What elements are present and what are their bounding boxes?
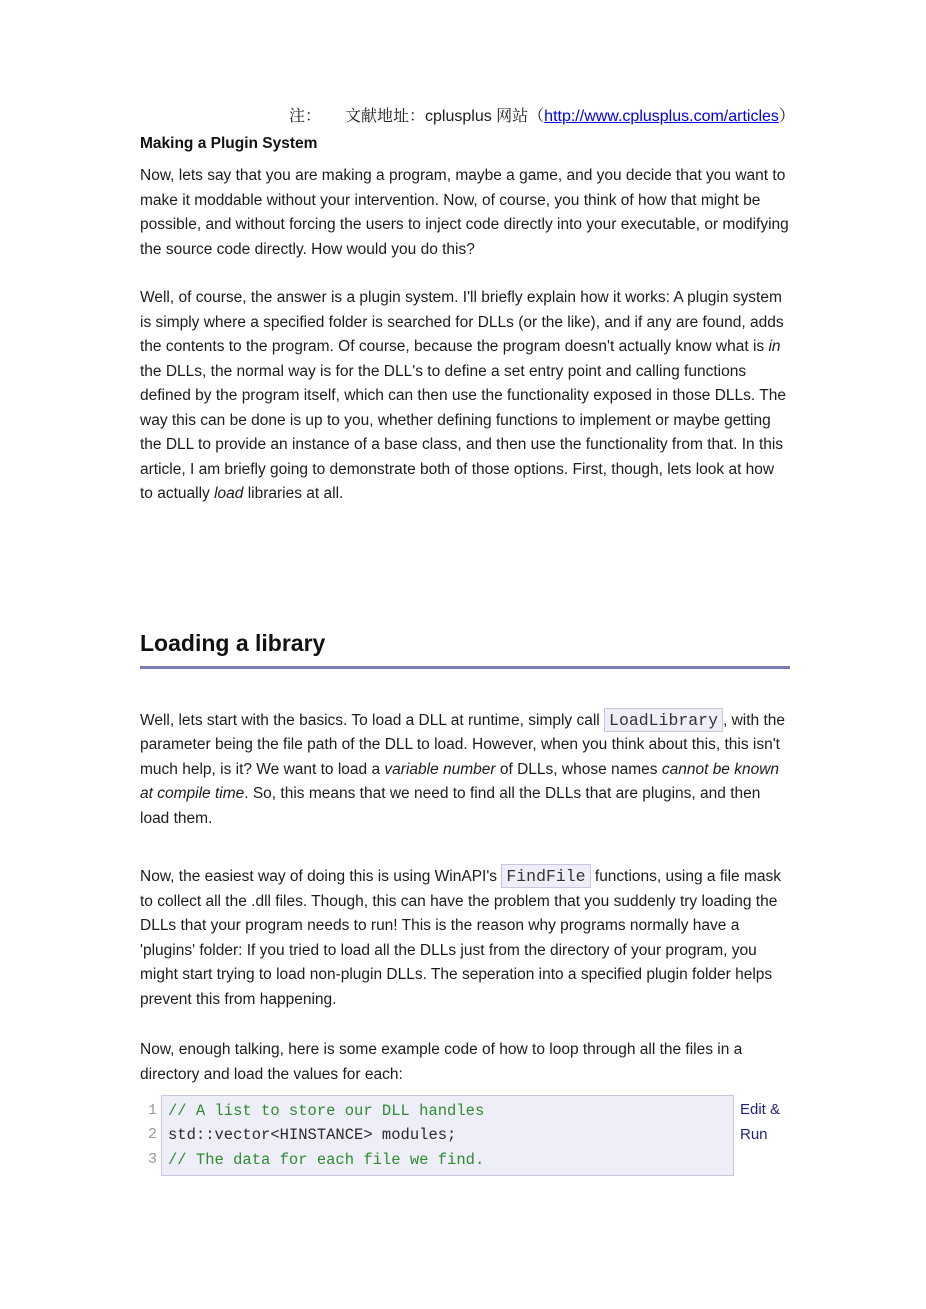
text-segment: the DLLs, the normal way is for the DLL's to define a set entry point and calling functions defined by the program itself, which can then use the functionality exposed in those DLLs. The way this can be done is up to you, whether defining functions to implement or maybe getting the DLL to provide an instance of a base class, and then use the functionality from that. In this article, I am briefly going to demonstrate both of those options. First, though, lets look at how to actually	[140, 362, 786, 502]
code-line: std::vector<HINSTANCE> modules;	[168, 1126, 457, 1145]
text-segment: Now, enough talking, here is some example code of how to loop through all the files in a directory and load the values for each:	[140, 1041, 743, 1083]
code-line: // The data for each file we find.	[168, 1150, 485, 1169]
edit-run-link[interactable]: Edit & Run	[740, 1101, 781, 1143]
text-segment: Well, of course, the answer is a plugin system. I'll briefly explain how it works: A plugin system is simply where a specified folder is searched for DLLs (or the like), and if any are found, adds the contents to the program. Of course, because the program doesn't actually know what is	[140, 289, 784, 355]
note-label: 文献地址：cplusplus 网站（	[345, 108, 545, 125]
code-line-number: 1	[147, 1102, 157, 1119]
text-segment: variable number	[384, 760, 496, 778]
inline-code: FindFile	[501, 864, 590, 888]
text-segment: in	[768, 338, 781, 355]
section-paragraph-1	[140, 709, 790, 832]
code-line-number: 3	[147, 1150, 157, 1168]
section-paragraph-3	[140, 1038, 790, 1087]
text-segment: functions, using a file mask to collect all the .dll files. Though, this can have the problem that you suddenly try loading the DLLs that your program needs to run! This is the reason why programs normally have a 'plugins' folder: If you tried to load all the DLLs just from the directory of your program, you might start trying to load non-plugin DLLs. The seperation into a specified plugin folder helps prevent this from happening.	[140, 868, 781, 1008]
text-segment: Now, the easiest way of doing this is using WinAPI's	[140, 868, 502, 885]
inline-code: LoadLibrary	[604, 708, 723, 732]
note-prefix: 注：	[289, 108, 322, 125]
section-paragraph-2	[140, 865, 790, 1012]
code-line-number: 2	[147, 1126, 157, 1144]
reference-link[interactable]: http://www.cplusplus.com/articles	[544, 108, 779, 125]
text-segment: cannot be known at compile time	[140, 760, 780, 802]
code-line: // A list to store our DLL handles	[168, 1102, 485, 1120]
text-segment: Now, lets say that you are making a program, maybe a game, and you decide that you want to make it moddable without your intervention. Now, of course, you think of how that might be possible, and without forcing the users to inject code directly into your executable, or modifying the source code directly. How would you do this?	[140, 167, 789, 258]
text-segment: load	[214, 485, 244, 502]
intro-paragraph-1	[140, 164, 790, 262]
section-heading: Loading a library	[140, 629, 790, 669]
reference-note	[140, 104, 795, 130]
text-segment: Well, lets start with the basics. To load a DLL at runtime, simply call	[140, 711, 605, 729]
note-suffix: ）	[778, 108, 795, 125]
text-segment: of DLLs, whose names	[495, 760, 662, 778]
text-segment: , with the parameter being the file path of the DLL to load. However, when you think about this, this isn't much help, is it? We want to load a	[140, 711, 785, 778]
text-segment: . So, this means that we need to find all the DLLs that are plugins, and then load them.	[140, 785, 761, 827]
intro-paragraph-2	[140, 286, 790, 507]
article-title: Making a Plugin System	[140, 135, 318, 152]
code-line-numbers	[140, 1095, 161, 1176]
code-example	[140, 1095, 790, 1176]
text-segment: libraries at all.	[243, 485, 344, 502]
code-lines	[161, 1095, 734, 1176]
